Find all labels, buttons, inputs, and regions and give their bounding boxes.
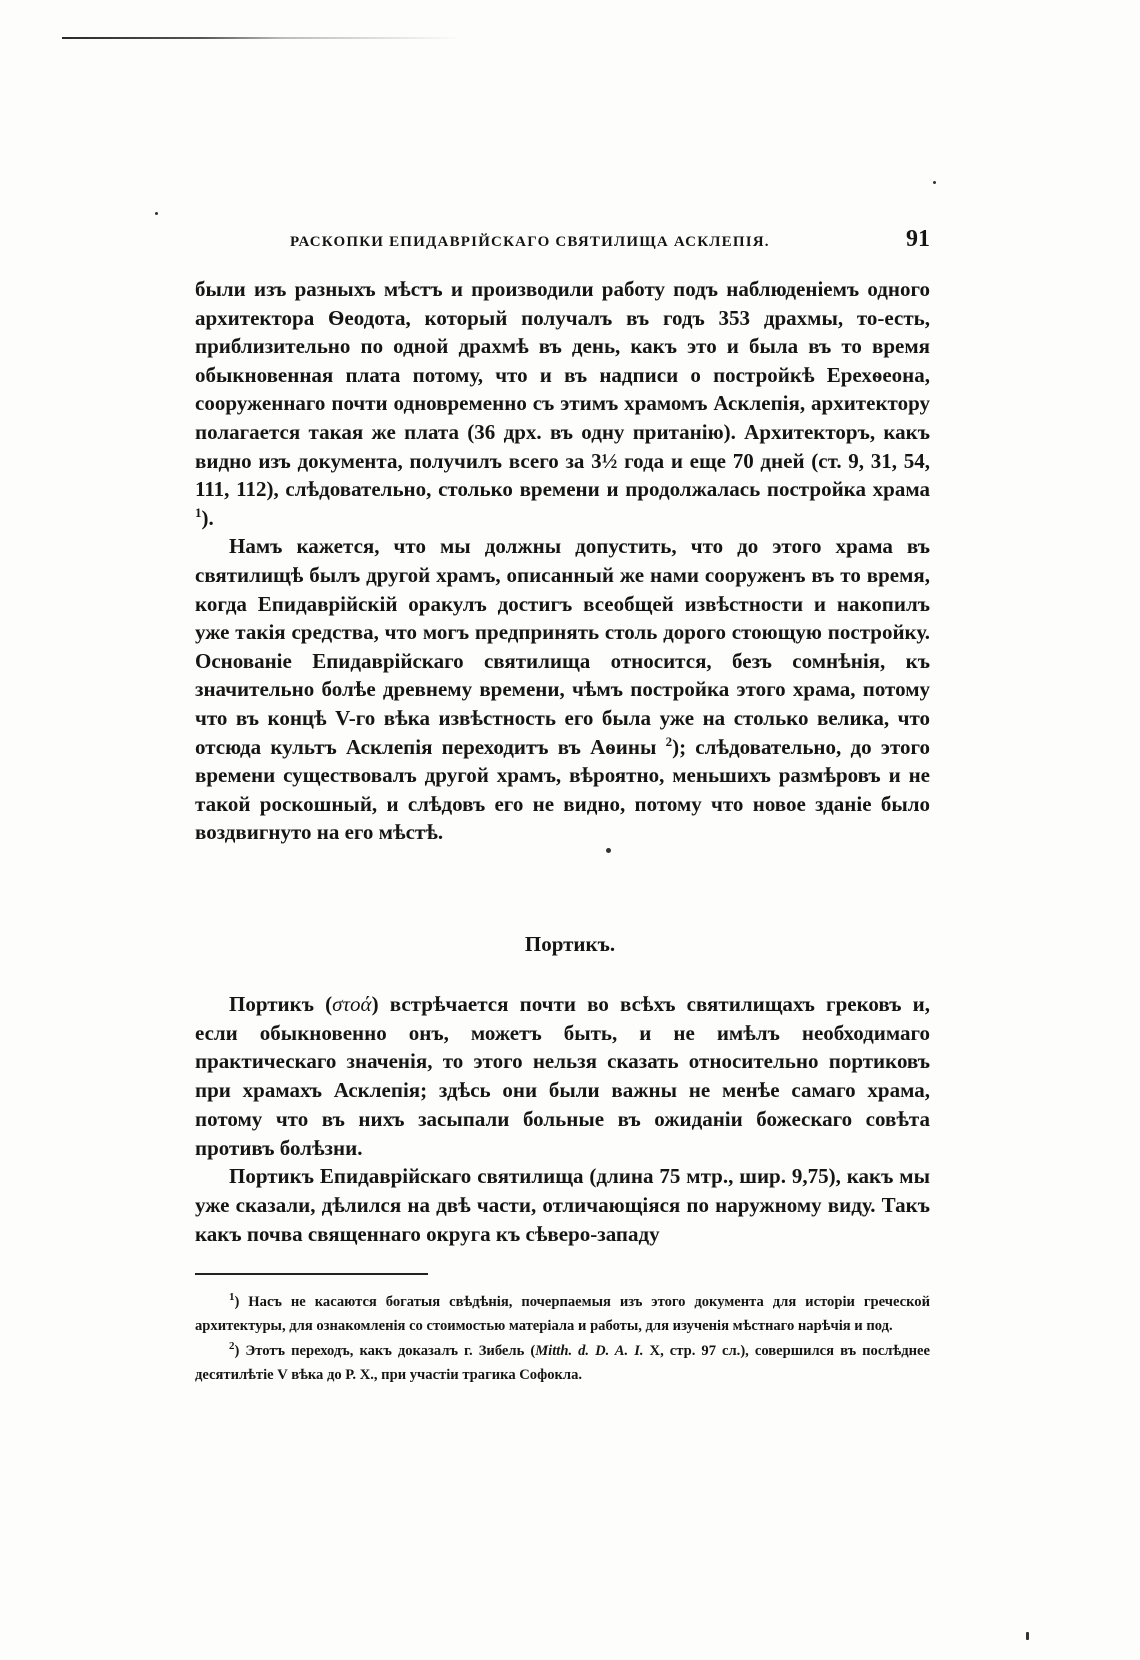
footnote-2-citation: Mitth. d. D. A. I.: [535, 1342, 644, 1359]
scan-speck: [933, 181, 936, 184]
footnote-2-text-b: X, стр. 97 сл.), совершился въ послѣднее десятилѣтіе V вѣка до Р. Х., при участіи трагика Софокла.: [195, 1342, 930, 1383]
scan-speck: [1026, 1632, 1029, 1640]
paragraph-2: [195, 532, 930, 847]
footnote-1-text: ) Насъ не касаются богатыя свѣдѣнія, почерпаемыя изъ этого документа для исторіи греческой архитектуры, для ознакомленія со стоимостью матеріала и работы, для изученія мѣстнаго нарѣчія и под.: [195, 1294, 930, 1335]
scan-speck: [155, 212, 158, 215]
greek-term: στοά: [332, 992, 372, 1016]
footnote-1-mark: 1: [229, 1291, 235, 1304]
footnote-1: [195, 1290, 930, 1339]
paragraph-1-end: ).: [201, 505, 214, 530]
paragraph-4-text: Портикъ Епидаврійскаго святилища (длина 75 мтр., шир. 9,75), какъ мы уже сказали, дѣлился на двѣ части, отличающіяся по наружному виду. Такъ какъ почва священнаго округа къ сѣверо-западу: [195, 1164, 930, 1246]
running-head: РАСКОПКИ ЕПИДАВРІЙСКАГО СВЯТИЛИЩА АСКЛЕПІЯ.: [290, 234, 770, 250]
paragraph-3: [195, 990, 930, 1162]
main-text-block: [195, 275, 930, 847]
section-title: Портикъ.: [524, 932, 616, 956]
footnote-2-mark: 2: [229, 1339, 235, 1352]
footnote-divider: [195, 1273, 428, 1275]
scan-speck: [606, 848, 611, 853]
scan-artifact-line: [62, 37, 462, 39]
paragraph-3-text-b: ) встрѣчается почти во всѣхъ святилищахъ грековъ и, если обыкновенно онъ, можетъ быть, и не имѣлъ необходимаго практическаго значенія, то этого нельзя сказать относительно портиковъ при храмахъ Асклепія; здѣсь они были важны не менѣе самаго храма, потому что въ нихъ засыпали больные въ ожиданіи божескаго совѣта противъ болѣзни.: [195, 992, 930, 1160]
paragraph-3-text-a: Портикъ (: [229, 992, 333, 1016]
paragraph-1: [195, 275, 930, 532]
paragraph-2-text-b: ); слѣдовательно, до этого времени существовалъ другой храмъ, вѣроятно, меньшихъ размѣровъ и не такой роскошный, и слѣдовъ его не видно, потому что новое зданіе было воздвигнуто на его мѣстѣ.: [195, 734, 930, 845]
section-text-block: [195, 990, 930, 1248]
footnotes: [195, 1290, 930, 1387]
footnote-ref-1[interactable]: 1: [195, 504, 202, 520]
footnote-2-text-a: ) Этотъ переходъ, какъ доказалъ г. Зибель (: [234, 1342, 536, 1359]
footnote-ref-2[interactable]: 2: [665, 733, 673, 749]
paragraph-1-text: были изъ разныхъ мѣстъ и производили работу подъ наблюденіемъ одного архитектора Ѳеодота, который получалъ въ годъ 353 драхмы, то-есть, приблизительно по одной драхмѣ въ день, какъ это и была въ то время обыкновенная плата потому, что и въ надписи о постройкѣ Ерехѳеона, сооруженнаго почти одновременно съ этимъ храмомъ Асклепія, архитектору полагается такая же плата (36 дрх. въ одну пританію). Архитекторъ, какъ видно изъ документа, получилъ всего за 3½ года и еще 70 дней (ст. 9, 31, 54, 111, 112), слѣдовательно, столько времени и продолжалась постройка храма: [195, 277, 930, 502]
paragraph-2-text-a: Намъ кажется, что мы должны допустить, что до этого храма въ святилищѣ былъ другой храмъ, описанный же нами сооруженъ въ то время, когда Епидаврійскій оракулъ достигъ всеобщей извѣстности и накопилъ уже такія средства, что могъ предпринять столь дорого стоющую постройку. Основаніе Епидаврійскаго святилища относится, безъ сомнѣнія, къ значительно болѣе древнему времени, чѣмъ постройка этого храма, потому что въ концѣ V-го вѣка извѣстность его была уже на столько велика, что отсюда культъ Асклепія переходитъ въ Аѳины: [195, 534, 930, 759]
page-number: 91: [906, 226, 930, 252]
paragraph-4: [195, 1162, 930, 1248]
page-header: [290, 226, 930, 262]
footnote-2: [195, 1339, 930, 1388]
